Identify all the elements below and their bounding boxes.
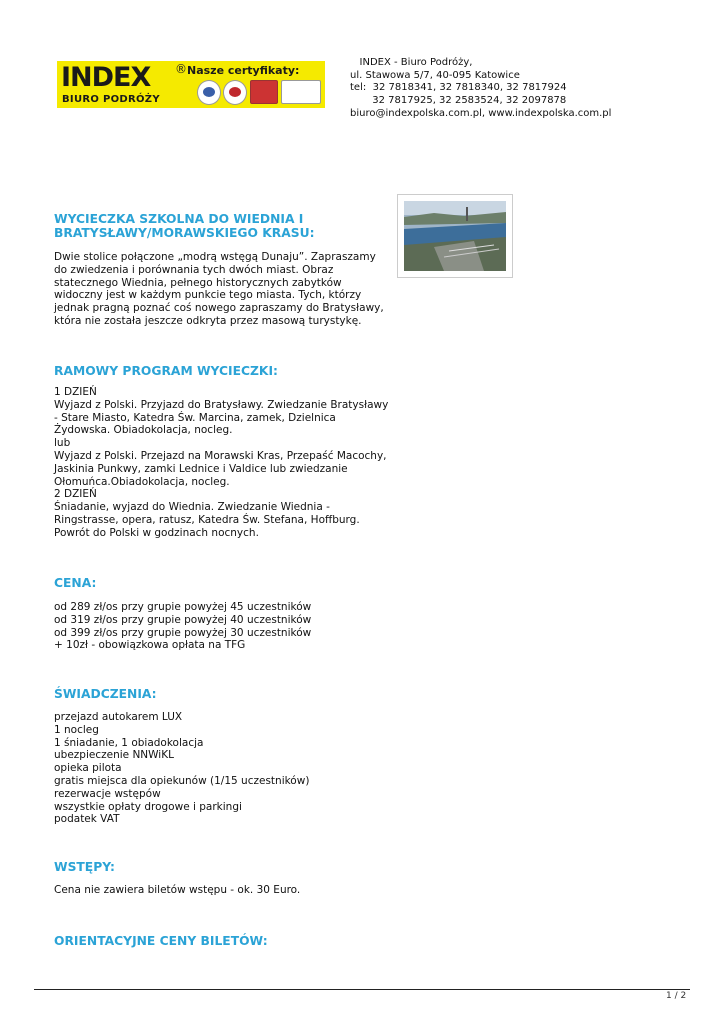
text-line: Cena nie zawiera biletów wstępu - ok. 30 Euro. bbox=[54, 884, 301, 896]
text-line: od 399 zł/os przy grupie powyżej 30 uczestników bbox=[54, 626, 312, 639]
text-line: 1 nocleg bbox=[54, 723, 99, 736]
certificate-badge-icon bbox=[223, 80, 247, 105]
text-line: która nie została jeszcze odkryta przez masową turystykę. bbox=[54, 314, 362, 327]
logo-word: INDEX bbox=[61, 62, 151, 93]
program-heading: RAMOWY PROGRAM WYCIECZKI: bbox=[54, 364, 278, 378]
footer-divider bbox=[34, 989, 690, 990]
contact-line: ul. Stawowa 5/7, 40-095 Katowice bbox=[350, 69, 520, 81]
text-line: Żydowska. Obiadokolacja, nocleg. bbox=[54, 424, 233, 437]
contact-line: INDEX - Biuro Podróży, bbox=[350, 57, 473, 68]
text-line: gratis miejsca dla opiekunów (1/15 uczestników) bbox=[54, 774, 310, 787]
text-line: widoczny jest w każdym punkcie tego miasta. Tych, którzy bbox=[54, 289, 362, 302]
company-logo bbox=[57, 61, 325, 108]
text-line: statecznego Wiednia, pełnego historycznych zabytków bbox=[54, 276, 342, 289]
logo-subtitle: BIURO PODRÓŻY bbox=[62, 94, 160, 105]
price-heading: CENA: bbox=[54, 576, 97, 590]
tickets-heading: ORIENTACYJNE CENY BILETÓW: bbox=[54, 934, 268, 948]
certificate-badge-icon bbox=[250, 80, 278, 104]
text-line: Dwie stolice połączone „modrą wstęgą Dunaju”. Zapraszamy bbox=[54, 251, 376, 263]
text-line: lub bbox=[54, 437, 71, 450]
entries-heading: WSTĘPY: bbox=[54, 860, 115, 874]
certificate-badge-icon bbox=[197, 80, 221, 105]
contact-line: 32 7817925, 32 2583524, 32 2097878 bbox=[350, 95, 567, 107]
text-line: Wyjazd z Polski. Przyjazd do Bratysławy. Zwiedzanie Bratysławy bbox=[54, 398, 389, 411]
trip-intro-paragraph bbox=[54, 251, 394, 328]
logo-certificates-label: Nasze certyfikaty: bbox=[187, 64, 300, 77]
text-line: przejazd autokarem LUX bbox=[54, 711, 183, 723]
trip-title-heading bbox=[54, 212, 315, 240]
text-line: Ringstrasse, opera, ratusz, Katedra Św. Stefana, Hoffburg. bbox=[54, 513, 360, 526]
text-line: od 319 zł/os przy grupie powyżej 40 uczestników bbox=[54, 613, 312, 626]
services-list bbox=[54, 711, 394, 826]
text-line: opieka pilota bbox=[54, 762, 122, 775]
heading-line: WYCIECZKA SZKOLNA DO WIEDNIA I bbox=[54, 212, 304, 226]
price-list bbox=[54, 601, 394, 652]
program-paragraph bbox=[54, 386, 394, 540]
text-line: podatek VAT bbox=[54, 813, 120, 826]
heading-line: BRATYSŁAWY/MORAWSKIEGO KRASU: bbox=[54, 226, 315, 240]
entries-paragraph bbox=[54, 884, 394, 897]
contact-line[interactable]: biuro@indexpolska.com.pl, www.indexpolska.com.pl bbox=[350, 107, 612, 119]
text-line: + 10zł - obowiązkowa opłata na TFG bbox=[54, 639, 246, 652]
text-line: Śniadanie, wyjazd do Wiednia. Zwiedzanie Wiednia - bbox=[54, 501, 330, 514]
text-line: Wyjazd z Polski. Przejazd na Morawski Kras, Przepaść Macochy, bbox=[54, 449, 387, 462]
text-line: do zwiedzenia i porównania tych dwóch miast. Obraz bbox=[54, 263, 334, 276]
vienna-danube-photo bbox=[397, 194, 513, 278]
certificate-badge-icon bbox=[281, 80, 321, 104]
text-line: 2 DZIEŃ bbox=[54, 488, 97, 501]
text-line: wszystkie opłaty drogowe i parkingi bbox=[54, 800, 242, 813]
services-heading: ŚWIADCZENIA: bbox=[54, 687, 157, 701]
text-line: Ołomuńca.Obiadokolacja, nocleg. bbox=[54, 475, 230, 488]
text-line: 1 DZIEŃ bbox=[54, 386, 97, 398]
logo-registered-mark: ® bbox=[175, 62, 187, 76]
text-line: 1 śniadanie, 1 obiadokolacja bbox=[54, 736, 204, 749]
text-line: rezerwacje wstępów bbox=[54, 787, 161, 800]
text-line: Jaskinia Punkwy, zamki Lednice i Valdice lub zwiedzanie bbox=[54, 462, 348, 475]
page-number: 1 / 2 bbox=[666, 991, 687, 1001]
contact-block bbox=[350, 57, 611, 121]
text-line: - Stare Miasto, Katedra Św. Marcina, zamek, Dzielnica bbox=[54, 411, 336, 424]
contact-line: tel: 32 7818341, 32 7818340, 32 7817924 bbox=[350, 82, 567, 94]
text-line: Powrót do Polski w godzinach nocnych. bbox=[54, 526, 259, 539]
text-line: od 289 zł/os przy grupie powyżej 45 uczestników bbox=[54, 601, 312, 613]
text-line: ubezpieczenie NNWiKL bbox=[54, 749, 174, 762]
text-line: jednak pragną poznać coś nowego zapraszamy do Bratysławy, bbox=[54, 302, 384, 315]
